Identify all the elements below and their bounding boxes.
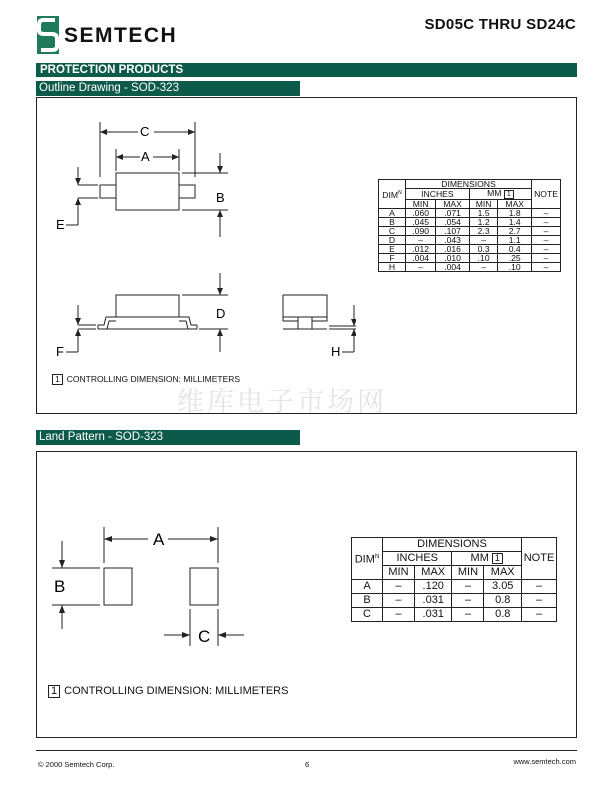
dim-label-c: C [140, 124, 150, 139]
note-text: CONTROLLING DIMENSION: MILLIMETERS [64, 685, 289, 697]
dim-header: $DIM^N$ [352, 538, 383, 580]
min-header: MIN [383, 566, 415, 580]
min-header: MIN [406, 200, 436, 209]
table-row: H – .004 – .10 – [379, 263, 561, 272]
land-dim-label-b: B [54, 577, 66, 596]
dim-label-f: F [56, 344, 64, 359]
dim-header: $DIM^N$ [379, 180, 406, 209]
outline-dimensions-table [378, 179, 561, 272]
dim-label-h: H [331, 344, 341, 359]
land-pattern-heading: Land Pattern - SOD-323 [36, 430, 300, 445]
table-title: DIMENSIONS [406, 180, 532, 189]
table-row: E .012 .016 0.3 0.4 – [379, 245, 561, 254]
note-header: NOTE [532, 180, 561, 209]
footer-page-number: 6 [305, 760, 310, 769]
footer-copyright: © 2000 Semtech Corp. [38, 760, 115, 769]
semtech-logo-icon [37, 16, 59, 54]
table-row: B .045 .054 1.2 1.4 – [379, 218, 561, 227]
land-note [48, 685, 288, 698]
inches-header: INCHES [406, 189, 470, 200]
max-header: MAX [414, 566, 452, 580]
note-number: 1 [48, 685, 60, 698]
note-number: 1 [52, 374, 63, 385]
note-text: CONTROLLING DIMENSION: MILLIMETERS [66, 374, 241, 384]
min-header: MIN [469, 200, 498, 209]
table-row: C – .031 – 0.8 – [352, 608, 557, 622]
land-dimensions-table [351, 537, 557, 622]
table-row: B – .031 – 0.8 – [352, 594, 557, 608]
section-bar: PROTECTION PRODUCTS [36, 63, 577, 77]
table-row: D – .043 – 1.1 – [379, 236, 561, 245]
document-title: SD05C THRU SD24C [424, 16, 576, 33]
table-row: A – .120 – 3.05 – [352, 580, 557, 594]
dim-label-d: D [216, 306, 226, 321]
inches-header: INCHES [383, 552, 452, 566]
land-dim-label-c: C [198, 627, 211, 646]
company-name: SEMTECH [64, 24, 178, 47]
table-row: C .090 .107 2.3 2.7 – [379, 227, 561, 236]
watermark: 维库电子市场网 [177, 387, 387, 418]
outline-drawing [36, 97, 356, 397]
dim-label-a: A [141, 149, 150, 164]
dim-label-e: E [56, 217, 65, 232]
table-row: A .060 .071 1.5 1.8 – [379, 209, 561, 218]
dim-label-b: B [216, 190, 225, 205]
table-row: F .004 .010 .10 .25 – [379, 254, 561, 263]
land-pattern-drawing [36, 451, 296, 691]
max-header: MAX [498, 200, 532, 209]
min-header: MIN [452, 566, 484, 580]
footer-divider [36, 750, 577, 751]
max-header: MAX [484, 566, 522, 580]
mm-header: MM 1 [452, 552, 522, 566]
note-header: NOTE [522, 538, 557, 580]
outline-heading: Outline Drawing - SOD-323 [36, 81, 300, 96]
footer-url: www.semtech.com [513, 757, 576, 766]
mm-header: MM 1 [469, 189, 531, 200]
max-header: MAX [436, 200, 470, 209]
land-dim-label-a: A [153, 530, 165, 549]
table-title: DIMENSIONS [383, 538, 522, 552]
